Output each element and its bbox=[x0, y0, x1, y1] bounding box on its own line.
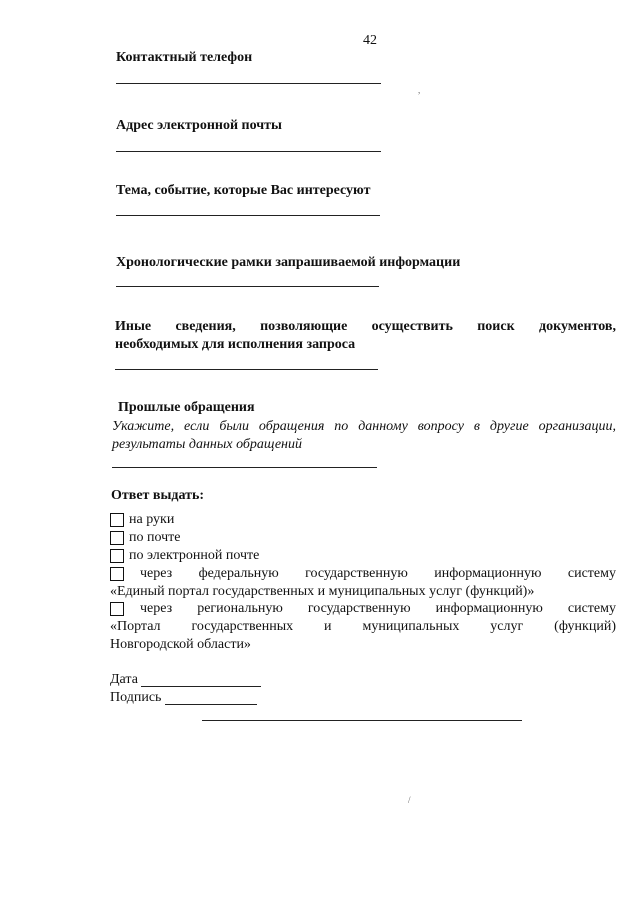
in-person-checkbox[interactable] bbox=[110, 513, 124, 527]
date-line[interactable] bbox=[141, 686, 261, 687]
topic-line[interactable] bbox=[116, 215, 380, 216]
email-line[interactable] bbox=[116, 151, 381, 152]
option-by-email[interactable] bbox=[110, 548, 259, 564]
regional-portal-checkbox[interactable] bbox=[110, 602, 124, 616]
email-label: Адрес электронной почты bbox=[116, 118, 282, 133]
signature-label: Подпись bbox=[110, 690, 162, 705]
federal-portal-checkbox[interactable] bbox=[110, 567, 124, 581]
signature-line[interactable] bbox=[165, 704, 257, 705]
option-by-mail-label: по почте bbox=[129, 530, 181, 545]
scan-speck: / bbox=[408, 795, 411, 805]
previous-requests-line[interactable] bbox=[112, 467, 377, 468]
federal-portal-label-line1: через федеральную государственную информационную систему bbox=[140, 566, 616, 581]
topic-label: Тема, событие, которые Вас интересуют bbox=[116, 183, 371, 198]
regional-portal-label-line3: Новгородской области» bbox=[110, 637, 251, 652]
contact-phone-line[interactable] bbox=[116, 83, 381, 84]
federal-portal-label-line2: «Единый портал государственных и муниципальных услуг (функций)» bbox=[110, 584, 535, 599]
timeframe-label: Хронологические рамки запрашиваемой информации bbox=[116, 255, 461, 270]
previous-requests-hint-line1: Укажите, если были обращения по данному вопросу в другие организации, bbox=[112, 419, 616, 434]
other-info-line[interactable] bbox=[115, 369, 378, 370]
by-email-checkbox[interactable] bbox=[110, 549, 124, 563]
date-label: Дата bbox=[110, 672, 138, 687]
scan-speck: , bbox=[418, 85, 421, 95]
option-by-email-label: по электронной почте bbox=[129, 548, 260, 563]
response-title: Ответ выдать: bbox=[111, 488, 205, 503]
by-mail-checkbox[interactable] bbox=[110, 531, 124, 545]
other-info-label-line1: Иные сведения, позволяющие осуществить поиск документов, bbox=[115, 319, 616, 334]
regional-portal-label-line1: через региональную государственную информационную систему bbox=[140, 601, 616, 616]
option-by-mail[interactable] bbox=[110, 530, 181, 546]
previous-requests-title: Прошлые обращения bbox=[118, 400, 255, 415]
option-in-person[interactable] bbox=[110, 512, 174, 528]
regional-portal-label-line2: «Портал государственных и муниципальных услуг (функций) bbox=[110, 619, 616, 634]
other-info-label-line2: необходимых для исполнения запроса bbox=[115, 337, 356, 352]
page-number: 42 bbox=[363, 33, 377, 48]
separator-line bbox=[202, 720, 522, 721]
timeframe-line[interactable] bbox=[116, 286, 379, 287]
option-in-person-label: на руки bbox=[129, 512, 175, 527]
contact-phone-label: Контактный телефон bbox=[116, 50, 253, 65]
previous-requests-hint-line2: результаты данных обращений bbox=[112, 437, 302, 452]
